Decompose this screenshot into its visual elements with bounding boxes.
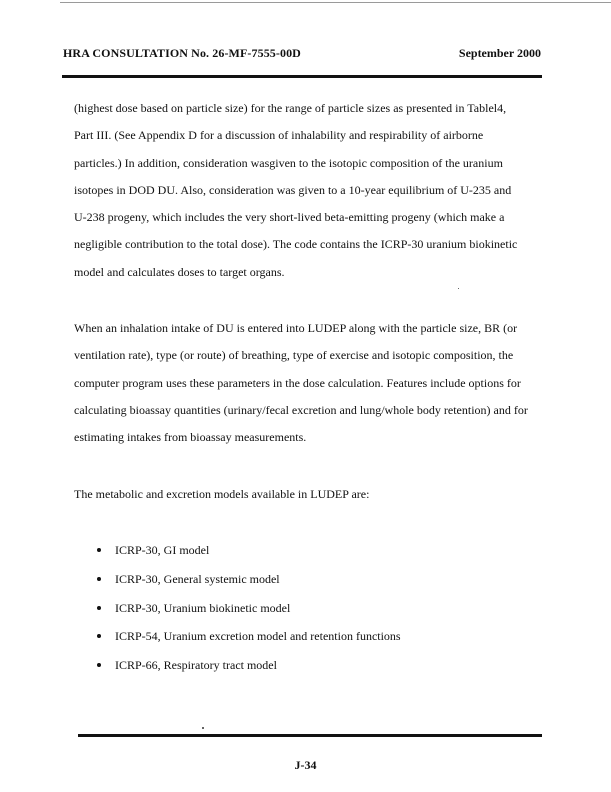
scan-speck <box>202 727 204 729</box>
text-line: (highest dose based on particle size) for the range of particle sizes as presented in Tablel4, <box>74 101 507 115</box>
document-date: September 2000 <box>458 46 541 60</box>
text-line: ventilation rate), type (or route) of breathing, type of exercise and isotopic composition, the <box>74 348 514 363</box>
list-item-text: ICRP-30, General systemic model <box>115 571 280 586</box>
scan-artifact-line <box>60 2 611 3</box>
page-number: J-34 <box>294 758 317 772</box>
text-line: calculating bioassay quantities (urinary/fecal excretion and lung/whole body retention) and for <box>74 402 528 417</box>
text-line: Part III. (See Appendix D for a discussion of inhalability and respirability of airborne <box>74 128 484 143</box>
list-item-text: ICRP-66, Respiratory tract model <box>115 658 277 673</box>
text-line: estimating intakes from bioassay measurements. <box>74 430 307 445</box>
paragraph-2 <box>74 315 544 451</box>
bullet-icon <box>97 606 101 610</box>
text-line: particles.) In addition, consideration wasgiven to the isotopic composition of the uranium <box>74 155 503 170</box>
scan-speck <box>458 288 459 289</box>
list-item <box>97 655 401 684</box>
bullet-icon <box>97 663 101 667</box>
list-item <box>97 569 401 598</box>
list-item-text: ICRP-54, Uranium excretion model and retention functions <box>115 629 401 644</box>
text-line: When an inhalation intake of DU is entered into LUDEP along with the particle size, BR (or <box>74 321 518 335</box>
page-header <box>63 46 541 66</box>
models-list <box>97 540 401 684</box>
text-line: U-238 progeny, which includes the very short-lived beta-emitting progeny (which make a <box>74 210 505 225</box>
text-line: The metabolic and excretion models available in LUDEP are: <box>74 487 370 501</box>
paragraph-1 <box>74 95 544 286</box>
list-item <box>97 598 401 627</box>
bullet-icon <box>97 548 101 552</box>
header-divider <box>62 75 542 78</box>
bullet-icon <box>97 634 101 638</box>
text-line: isotopes in DOD DU. Also, consideration was given to a 10-year equilibrium of U-235 and <box>74 182 512 197</box>
list-item <box>97 540 401 569</box>
bullet-icon <box>97 577 101 581</box>
text-line: computer program uses these parameters in the dose calculation. Features include options for <box>74 375 521 390</box>
paragraph-3 <box>74 481 544 508</box>
list-item <box>97 626 401 655</box>
footer-divider <box>78 734 542 737</box>
document-title: HRA CONSULTATION No. 26-MF-7555-00D <box>63 46 301 60</box>
list-item-text: ICRP-30, GI model <box>115 543 210 557</box>
text-line: model and calculates doses to target organs. <box>74 264 285 279</box>
text-line: negligible contribution to the total dose). The code contains the ICRP-30 uranium biokinetic <box>74 237 518 252</box>
list-item-text: ICRP-30, Uranium biokinetic model <box>115 600 291 615</box>
